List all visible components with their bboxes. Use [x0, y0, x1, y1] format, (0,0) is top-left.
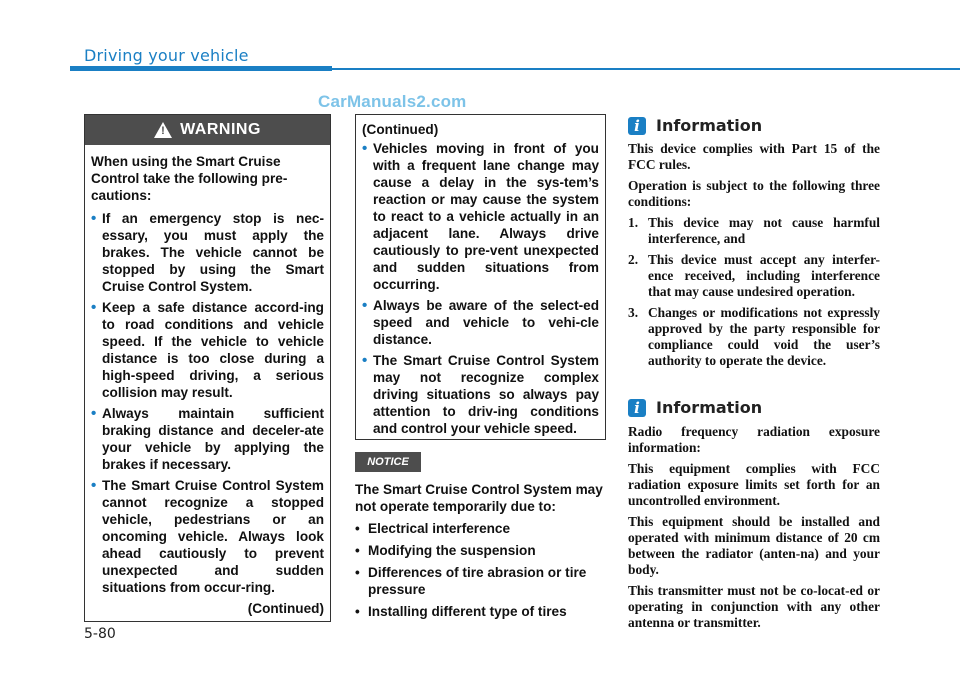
notice-bullet: • Installing different type of tires	[355, 604, 567, 619]
warning-intro: When using the Smart Cruise Control take the following pre-cautions:	[91, 154, 288, 203]
notice-lead: The Smart Cruise Control System may not operate temporarily due to:	[355, 482, 603, 514]
watermark: CarManuals2.com	[318, 92, 467, 111]
info-numbered-item: 3. Changes or modifications not expressly approved by the party responsible for compliance could void the user’s authority to operate the device.	[628, 305, 880, 368]
notice-badge: NOTICE	[355, 452, 421, 472]
page-number: 5-80	[84, 626, 116, 642]
info-paragraph: Radio frequency radiation exposure information:	[628, 424, 880, 455]
section-title: Driving your vehicle	[84, 46, 249, 65]
info-icon: i	[628, 117, 646, 135]
bullet-dot-icon: •	[362, 352, 368, 369]
info-paragraph: This equipment complies with FCC radiation exposure limits set forth for an uncontrolled environment.	[628, 461, 880, 508]
info-block-rf	[628, 424, 880, 636]
info-numbered-item: 1. This device may not cause harmful interference, and	[628, 215, 880, 246]
bullet-dot-icon: •	[91, 477, 97, 494]
warning-triangle-icon	[154, 122, 172, 138]
info-paragraph: Operation is subject to the following three conditions:	[628, 178, 880, 209]
info-icon: i	[628, 399, 646, 417]
bullet-dot-icon: •	[355, 543, 360, 558]
info-block-fcc	[628, 141, 880, 374]
warning-bullet: • If an emergency stop is nec-essary, you must apply the brakes. The vehicle cannot be stopped by using the Smart Cruise Control System.	[91, 210, 324, 294]
header-bar	[70, 66, 332, 71]
bullet-dot-icon: •	[91, 405, 97, 422]
continued-bullet: • Always be aware of the select-ed speed and vehicle to vehi-cle distance.	[362, 297, 599, 347]
warning-title: WARNING	[180, 121, 261, 138]
continued-box	[355, 114, 606, 440]
continued-bullet: • Vehicles moving in front of you with a frequent lane change may cause a delay in the sys-tem’s reaction or may cause the system to react to a vehicle actually in an adjacent lane. Always drive cautiously to pre-vent unexpected and sudden situations from occurring.	[362, 140, 599, 292]
header-rule	[332, 68, 960, 70]
bullet-dot-icon: •	[362, 140, 368, 157]
info-title: Information	[656, 398, 763, 417]
continued-heading: (Continued)	[362, 122, 439, 137]
info-heading-rf	[628, 398, 762, 417]
warning-header	[85, 115, 330, 145]
info-paragraph: This transmitter must not be co-locat-ed or operating in conjunction with any other antenna or transmitter.	[628, 583, 880, 630]
bullet-dot-icon: •	[91, 299, 97, 316]
warning-bullet: • The Smart Cruise Control System cannot recognize a stopped vehicle, pedestrians or an oncoming vehicle. Always look ahead cautiously to prevent unexpected and sudden situations from occur-ring.	[91, 477, 324, 595]
bullet-dot-icon: •	[355, 565, 360, 580]
notice-text	[355, 481, 606, 625]
warning-body	[85, 145, 330, 617]
continued-bullet: • The Smart Cruise Control System may not recognize complex driving situations so always pay attention to driv-ing conditions and control your vehicle speed.	[362, 352, 599, 436]
info-paragraph: This device complies with Part 15 of the FCC rules.	[628, 141, 880, 172]
warning-bullet: • Keep a safe distance accord-ing to road conditions and vehicle speed. If the vehicle to vehicle distance is too close during a high-speed driving, a serious collision may result.	[91, 299, 324, 400]
info-numbered-item: 2. This device must accept any interfer-ence received, including interference that may cause undesired operation.	[628, 252, 880, 299]
bullet-dot-icon: •	[355, 521, 360, 536]
bullet-dot-icon: •	[362, 297, 368, 314]
warning-continued: (Continued)	[247, 601, 324, 616]
warning-box	[84, 114, 331, 622]
info-heading-fcc	[628, 116, 762, 135]
bullet-dot-icon: •	[91, 210, 97, 227]
notice-bullet: • Modifying the suspension	[355, 543, 536, 558]
notice-bullet: • Electrical interference	[355, 521, 511, 536]
bullet-dot-icon: •	[355, 604, 360, 619]
warning-bullet: • Always maintain sufficient braking distance and deceler-ate your vehicle by applying the brakes if necessary.	[91, 405, 324, 472]
info-title: Information	[656, 116, 763, 135]
notice-bullet: • Differences of tire abrasion or tire pressure	[355, 565, 587, 597]
info-paragraph: This equipment should be installed and operated with minimum distance of 20 cm between the radiator (anten-na) and your body.	[628, 514, 880, 577]
